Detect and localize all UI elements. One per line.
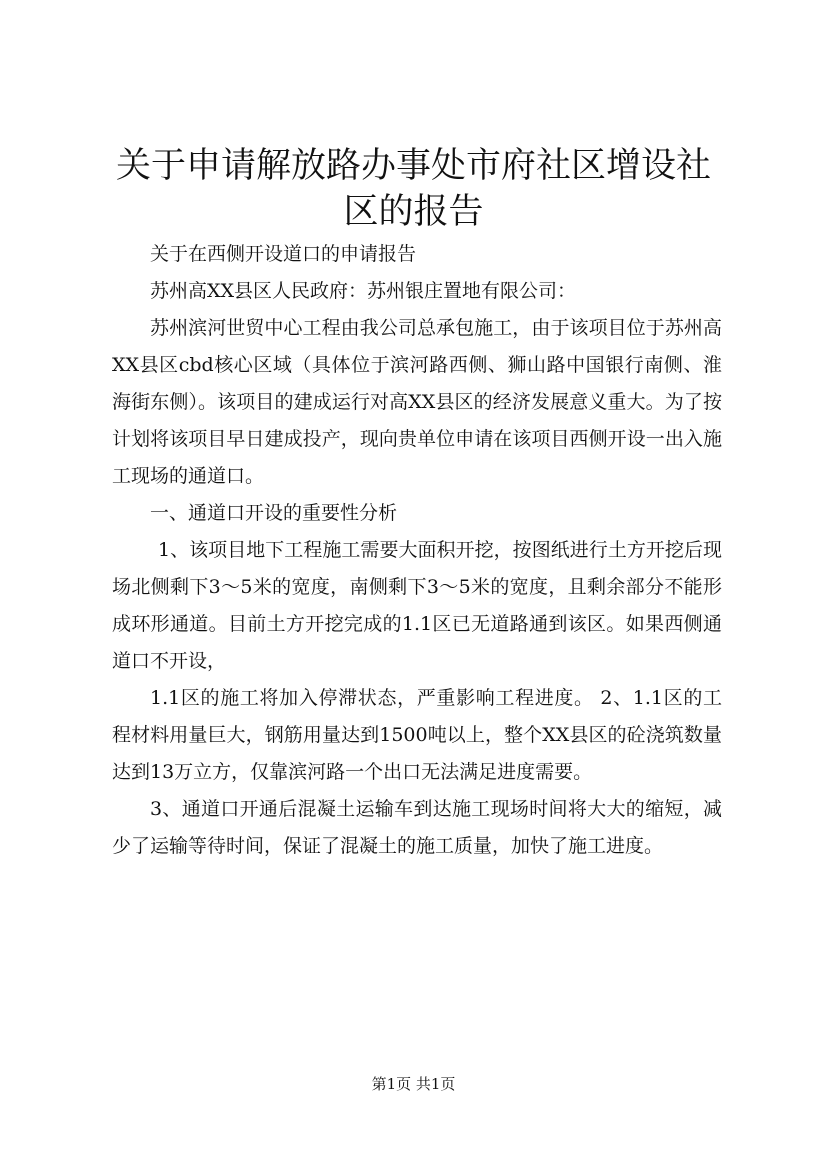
document-body [112,236,722,865]
page-number-footer: 第1页 共1页 [371,1075,456,1093]
paragraph-project-intro: 苏州滨河世贸中心工程由我公司总承包施工，由于该项目位于苏州高XX县区cbd核心区域（具体位于滨河路西侧、狮山路中国银行南侧、淮海街东侧）。该项目的建成运行对高XX县区的经济发展意义重大。为了按计划将该项目早日建成投产，现向贵单位申请在该项目西侧开设一出入施工现场的通道口。 [112,317,722,487]
paragraph-point-2: 1.1区的施工将加入停滞状态，严重影响工程进度。 2、1.1区的工程材料用量巨大，钢筋用量达到1500吨以上，整个XX县区的砼浇筑数量达到13万立方，仅靠滨河路一个出口无法满足进度需要。 [112,687,722,783]
paragraph-section-heading: 一、通道口开设的重要性分析 [150,502,398,524]
paragraph-point-3: 3、通道口开通后混凝土运输车到达施工现场时间将大大的缩短，减少了运输等待时间，保证了混凝土的施工质量，加快了施工进度。 [112,798,722,857]
paragraph-addressee: 苏州高XX县区人民政府：苏州银庄置地有限公司： [150,280,577,302]
paragraph-subject: 关于在西侧开设道口的申请报告 [150,243,417,265]
paragraph-point-1: 1、该项目地下工程施工需要大面积开挖，按图纸进行土方开挖后现场北侧剩下3～5米的宽度，南侧剩下3～5米的宽度，且剩余部分不能形成环形通道。目前土方开挖完成的1.1区已无道路通到该区。如果西侧通道口不开设， [112,539,722,672]
document-title: 关于申请解放路办事处市府社区增设社区的报告 [115,146,711,232]
